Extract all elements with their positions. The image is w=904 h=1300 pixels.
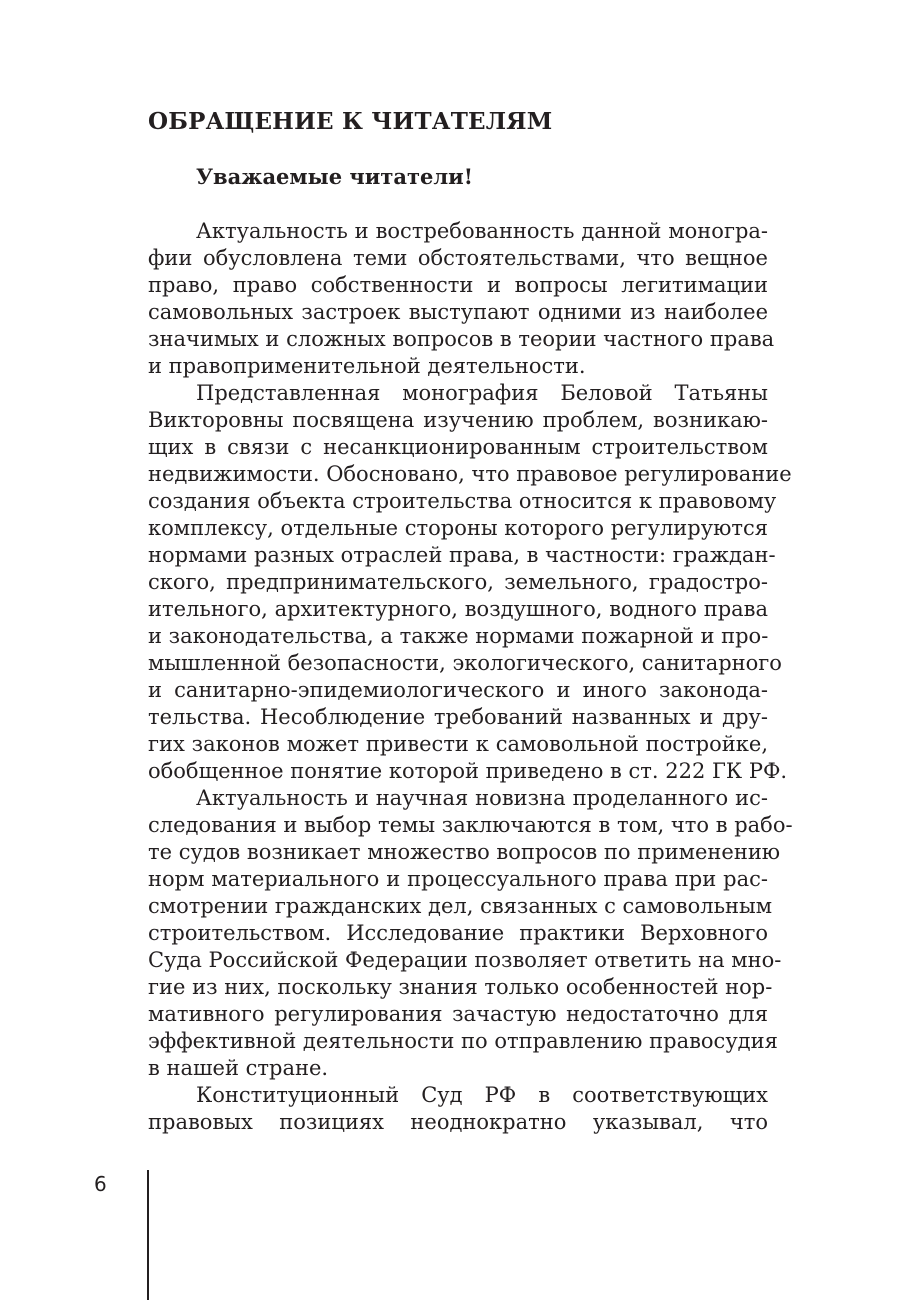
text-line: гих законов может привести к самовольной постройке, bbox=[148, 732, 768, 756]
text-line: в нашей стране. bbox=[148, 1056, 329, 1080]
text-line: и законодательства, а также нормами пожарной и про- bbox=[148, 624, 769, 648]
text-line: те судов возникает множество вопросов по применению bbox=[148, 840, 781, 864]
text-line: право, право собственности и вопросы легитимации bbox=[148, 273, 768, 297]
text-line: мышленной безопасности, экологического, санитарного bbox=[148, 651, 782, 675]
text-line: мативного регулирования зачастую недостаточно для bbox=[148, 1002, 768, 1026]
margin-rule bbox=[147, 1170, 149, 1300]
paragraph bbox=[148, 1082, 768, 1136]
text-line: щих в связи с несанкционированным строительством bbox=[148, 435, 768, 459]
text-line: и правоприменительной деятельности. bbox=[148, 354, 586, 378]
paragraph bbox=[148, 218, 775, 380]
text-line: создания объекта строительства относится к правовому bbox=[148, 489, 777, 513]
text-line: смотрении гражданских дел, связанных с самовольным bbox=[148, 894, 773, 918]
page-number: 6 bbox=[94, 1172, 107, 1196]
text-line: комплексу, отдельные стороны которого регулируются bbox=[148, 516, 768, 540]
text-line: эффективной деятельности по отправлению правосудия bbox=[148, 1029, 778, 1053]
text-line: ительного, архитектурного, воздушного, водного права bbox=[148, 597, 768, 621]
text-line: следования и выбор темы заключаются в том, что в рабо- bbox=[148, 813, 793, 837]
text-line: Представленная монография Беловой Татьяны bbox=[196, 381, 768, 405]
text-line: норм материального и процессуального права при рас- bbox=[148, 867, 768, 891]
text-line: значимых и сложных вопросов в теории частного права bbox=[148, 327, 775, 351]
text-line: Актуальность и научная новизна проделанного ис- bbox=[196, 786, 768, 810]
text-line: недвижимости. Обосновано, что правовое регулирование bbox=[148, 462, 792, 486]
greeting: Уважаемые читатели! bbox=[196, 164, 473, 189]
text-line: гие из них, поскольку знания только особенностей нор- bbox=[148, 975, 773, 999]
text-line: нормами разных отраслей права, в частности: граждан- bbox=[148, 543, 776, 567]
text-line: Конституционный Суд РФ в соответствующих bbox=[196, 1083, 768, 1107]
text-line: строительством. Исследование практики Верховного bbox=[148, 921, 768, 945]
text-line: и санитарно-эпидемиологического и иного законода- bbox=[148, 678, 768, 702]
text-line: Актуальность и востребованность данной моногра- bbox=[196, 219, 768, 243]
page-title: ОБРАЩЕНИЕ К ЧИТАТЕЛЯМ bbox=[148, 108, 553, 135]
text-line: Викторовны посвящена изучению проблем, возникаю- bbox=[148, 408, 768, 432]
body-text bbox=[148, 218, 793, 1136]
paragraph bbox=[148, 380, 792, 785]
text-line: тельства. Несоблюдение требований названных и дру- bbox=[148, 705, 768, 729]
text-line: самовольных застроек выступают одними из наиболее bbox=[148, 300, 768, 324]
text-line: ского, предпринимательского, земельного, градостро- bbox=[148, 570, 768, 594]
text-line: Суда Российской Федерации позволяет ответить на мно- bbox=[148, 948, 782, 972]
text-line: правовых позициях неоднократно указывал, что bbox=[148, 1110, 768, 1134]
paragraph bbox=[148, 785, 793, 1082]
text-line: обобщенное понятие которой приведено в ст. 222 ГК РФ. bbox=[148, 759, 788, 783]
text-line: фии обусловлена теми обстоятельствами, что вещное bbox=[148, 246, 768, 270]
